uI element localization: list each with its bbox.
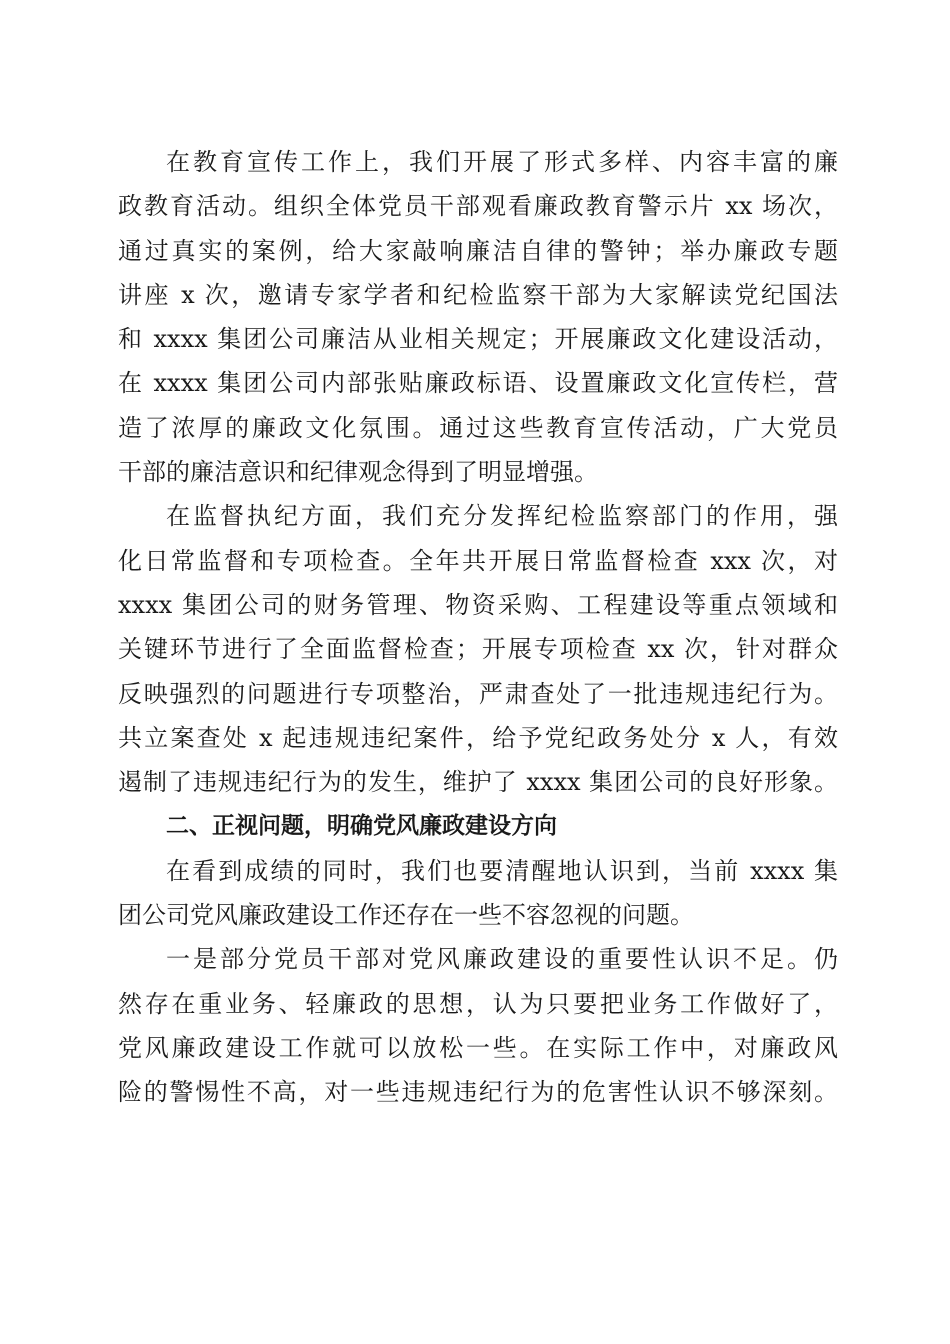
paragraph-supervision [118, 494, 838, 804]
text-line: 共立案查处 x 起违规违纪案件，给予党纪政务处分 x 人，有效 [118, 723, 838, 752]
text-line: 干部的廉洁意识和纪律观念得到了明显增强。 [118, 458, 598, 487]
paragraph-problems-intro [118, 849, 838, 938]
text-line: 造了浓厚的廉政文化氛围。通过这些教育宣传活动，广大党员 [118, 413, 838, 442]
text-line: 和 xxxx 集团公司廉洁从业相关规定；开展廉政文化建设活动， [118, 325, 838, 354]
text-line: 团公司党风廉政建设工作还存在一些不容忽视的问题。 [118, 901, 694, 930]
text-line: 在监督执纪方面，我们充分发挥纪检监察部门的作用，强 [166, 502, 838, 531]
paragraph-problem-one [118, 937, 838, 1114]
text-line: 遏制了违规违纪行为的发生，维护了 xxxx 集团公司的良好形象。 [118, 768, 838, 797]
text-line: 反映强烈的问题进行专项整治，严肃查处了一批违规违纪行为。 [118, 679, 838, 708]
text-line: 通过真实的案例，给大家敲响廉洁自律的警钟；举办廉政专题 [118, 236, 838, 265]
text-line: 关键环节进行了全面监督检查；开展专项检查 xx 次，针对群众 [118, 635, 838, 664]
text-line: 在看到成绩的同时，我们也要清醒地认识到，当前 xxxx 集 [166, 856, 838, 885]
text-line: 讲座 x 次，邀请专家学者和纪检监察干部为大家解读党纪国法 [118, 280, 838, 309]
section-heading: 二、正视问题，明确党风廉政建设方向 [166, 813, 557, 840]
text-line: 党风廉政建设工作就可以放松一些。在实际工作中，对廉政风 [118, 1033, 838, 1062]
document-body [118, 140, 838, 1115]
paragraph-education [118, 140, 838, 494]
text-line: 在教育宣传工作上，我们开展了形式多样、内容丰富的廉 [166, 148, 838, 176]
text-line: 一是部分党员干部对党风廉政建设的重要性认识不足。仍 [166, 945, 838, 974]
text-line: xxxx 集团公司的财务管理、物资采购、工程建设等重点领域和 [118, 590, 838, 619]
text-line: 在 xxxx 集团公司内部张贴廉政标语、设置廉政文化宣传栏，营 [118, 369, 838, 398]
text-line: 险的警惕性不高，对一些违规违纪行为的危害性认识不够深刻。 [118, 1078, 838, 1107]
text-line: 政教育活动。组织全体党员干部观看廉政教育警示片 xx 场次， [118, 192, 838, 221]
text-line: 化日常监督和专项检查。全年共开展日常监督检查 xxx 次，对 [118, 546, 838, 575]
text-line: 然存在重业务、轻廉政的思想，认为只要把业务工作做好了， [118, 989, 838, 1018]
